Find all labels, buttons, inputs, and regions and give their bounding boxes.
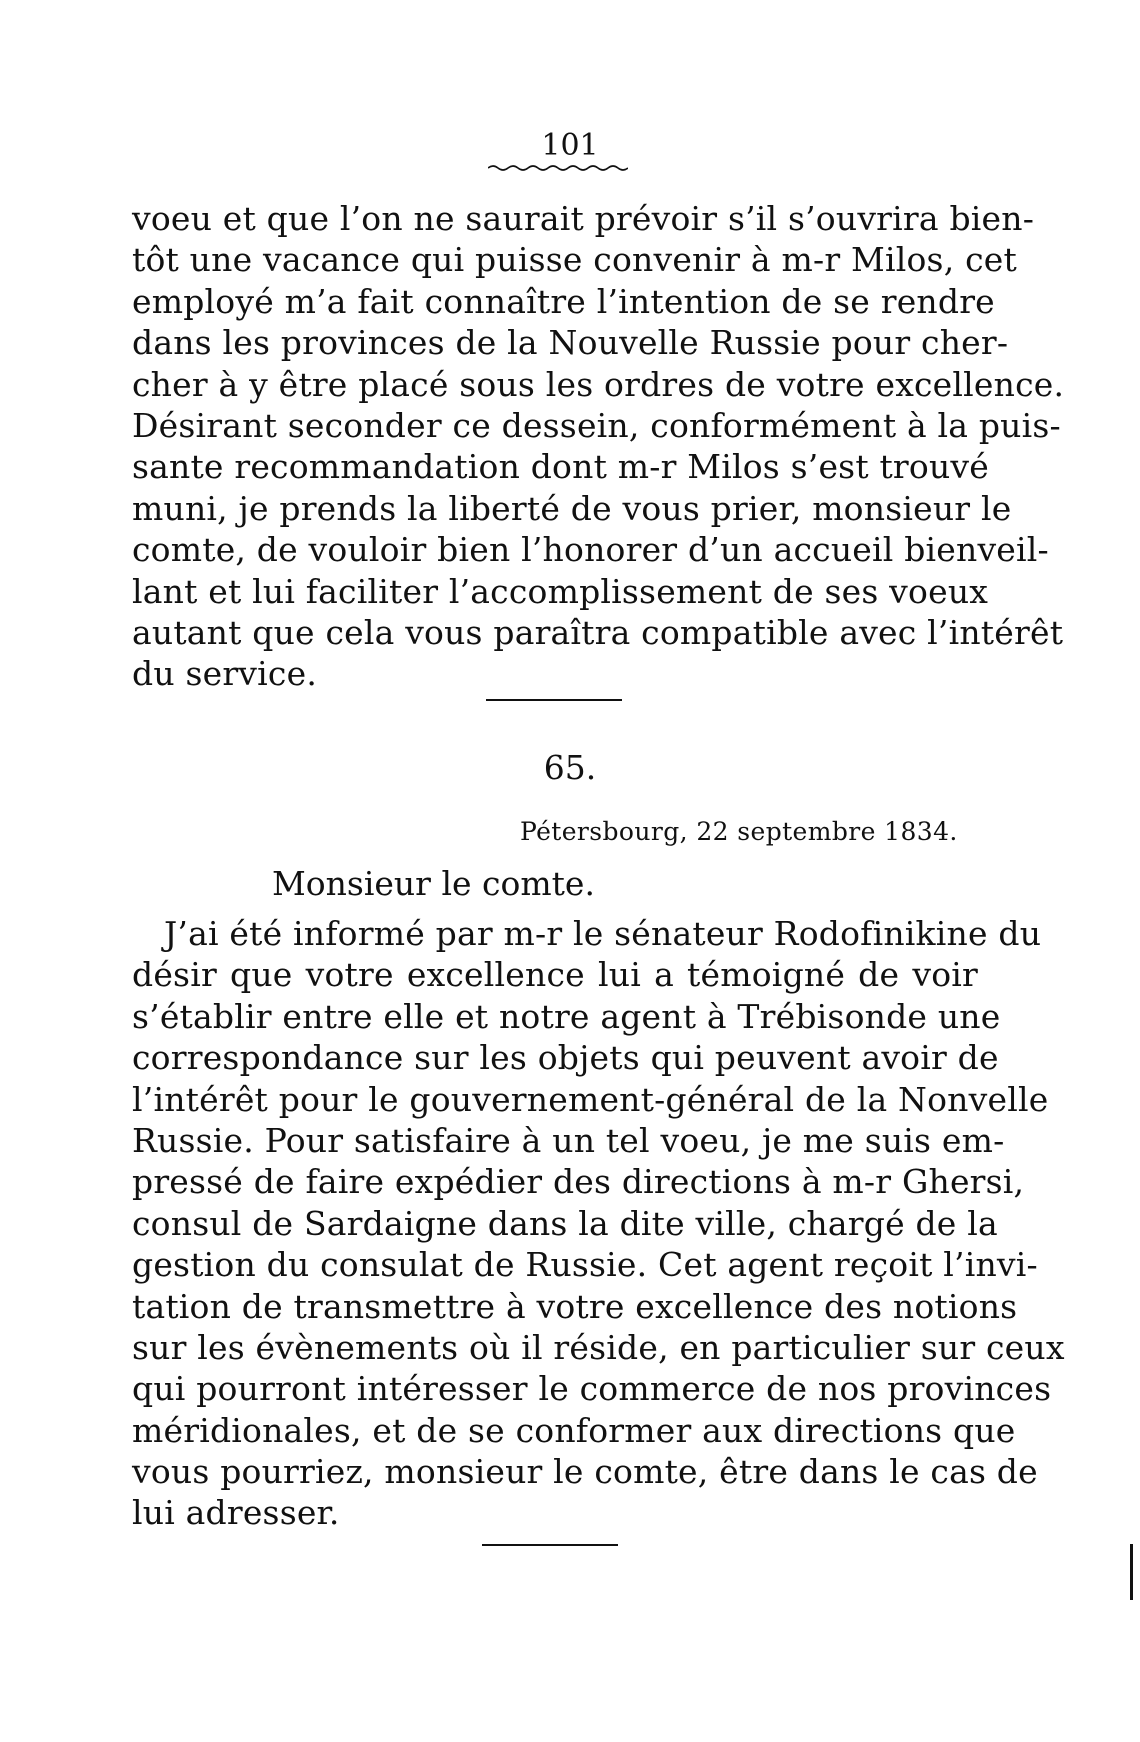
text-line: correspondance sur les objets qui peuvent avoir de [132, 1038, 999, 1078]
text-line: lui adresser. [132, 1493, 340, 1533]
text-line: gestion du consulat de Russie. Cet agent reçoit l’invi- [132, 1245, 1038, 1285]
page-number-ornament [488, 164, 628, 172]
text-line: employé m’a fait connaître l’intention de se rendre [132, 281, 995, 321]
text-line: qui pourront intéresser le commerce de nos provinces [132, 1369, 1052, 1409]
text-line: sante recommandation dont m-r Milos s’est trouvé [132, 447, 989, 487]
text-line: comte, de vouloir bien l’honorer d’un accueil bienveil- [132, 530, 1049, 570]
letter-dateline: Pétersbourg, 22 septembre 1834. [520, 817, 958, 846]
text-line: tôt une vacance qui puisse convenir à m-r Milos, cet [132, 240, 1017, 280]
text-line: autant que cela vous paraîtra compatible avec l’intérêt [132, 612, 1064, 652]
text-line: voeu et que l’on ne saurait prévoir s’il s’ouvrira bien- [132, 199, 1035, 238]
text-line: consul de Sardaigne dans la dite ville, chargé de la [132, 1203, 998, 1243]
text-line: méridionales, et de se conformer aux directions que [132, 1410, 1016, 1450]
text-line: Désirant seconder ce dessein, conformément à la puis- [132, 405, 1061, 445]
text-line: dans les provinces de la Nouvelle Russie pour cher- [132, 323, 1009, 363]
page-number: 101 [541, 128, 599, 163]
page-edge-mark [1130, 1544, 1133, 1600]
text-line: vous pourriez, monsieur le comte, être dans le cas de [132, 1452, 1038, 1492]
text-line: du service. [132, 654, 318, 694]
text-line: désir que votre excellence lui a témoigné de voir [132, 955, 978, 995]
text-line: muni, je prends la liberté de vous prier, monsieur le [132, 488, 1012, 528]
letter-body [132, 913, 1065, 1534]
section-divider [486, 699, 622, 701]
top-paragraph [132, 198, 1065, 695]
text-line: l’intérêt pour le gouvernement-général de la Nonvelle [132, 1079, 1049, 1119]
letter-salutation: Monsieur le comte. [272, 864, 595, 903]
text-line: cher à y être placé sous les ordres de votre excellence. [132, 364, 1065, 404]
text-line: tation de transmettre à votre excellence des notions [132, 1286, 1018, 1326]
text-line: s’établir entre elle et notre agent à Trébisonde une [132, 996, 1001, 1036]
text-line: sur les évènements où il réside, en particulier sur ceux [132, 1327, 1065, 1367]
text-line: J’ai été informé par m-r le sénateur Rodofinikine du [164, 914, 1042, 953]
letter-number: 65. [543, 748, 597, 787]
text-line: Russie. Pour satisfaire à un tel voeu, je me suis em- [132, 1120, 1005, 1160]
closing-divider [482, 1544, 618, 1546]
text-line: pressé de faire expédier des directions à m-r Ghersi, [132, 1162, 1025, 1202]
text-line: lant et lui faciliter l’accomplissement de ses voeux [132, 571, 989, 611]
